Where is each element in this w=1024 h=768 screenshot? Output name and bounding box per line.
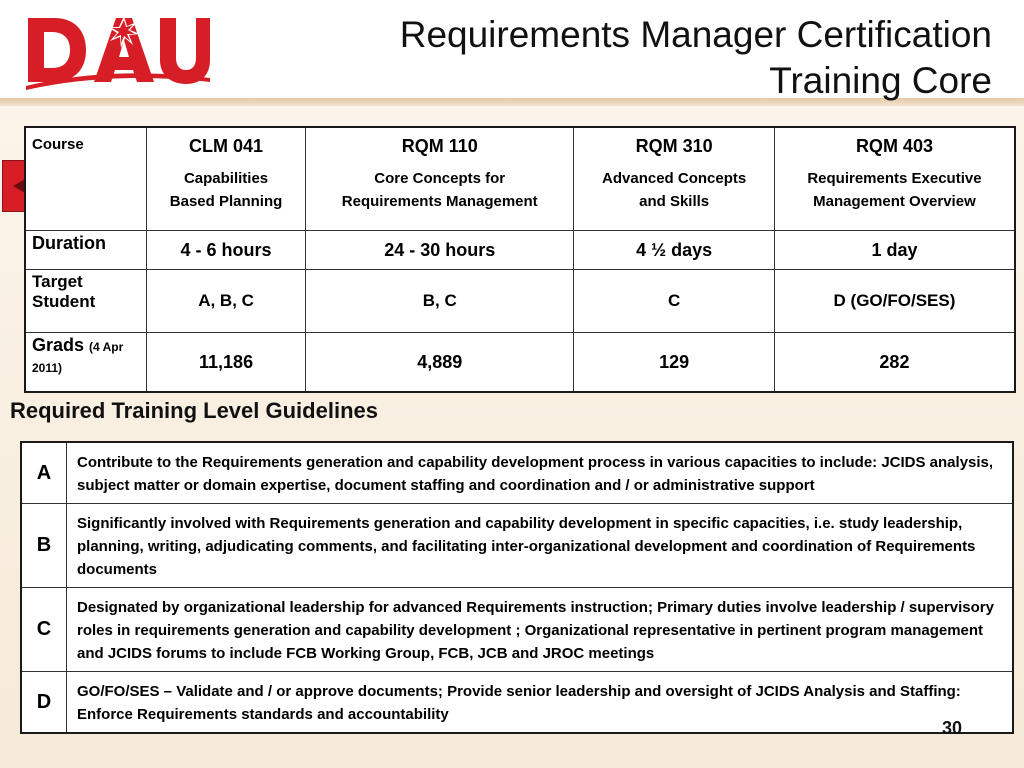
level-description: Significantly involved with Requirements generation and capability development in specific capacities, i.e. study leadership, planning, writing, adjudicating comments, and facilitating inter-organizational development and coordination of Requirements documents — [67, 504, 1014, 588]
course-desc-line-1: Advanced Concepts — [602, 170, 747, 187]
table-row-duration — [25, 231, 1015, 270]
level-description: Contribute to the Requirements generation and capability development process in various capacities to include: JCIDS analysis, subject matter or domain expertise, document staffing and coordination and / or administrative support — [67, 442, 1014, 504]
row-header-duration: Duration — [25, 231, 147, 270]
target-cell: C — [574, 270, 775, 333]
table-row-grads — [25, 333, 1015, 393]
course-code: RQM 403 — [855, 136, 933, 156]
level-label: A — [21, 442, 67, 504]
level-label: D — [21, 672, 67, 734]
grads-date-note: (4 Apr 2011) — [32, 340, 124, 375]
grads-cell: 11,186 — [147, 333, 306, 393]
course-desc-line-2: Requirements Management — [341, 193, 538, 210]
duration-cell: 24 - 30 hours — [306, 231, 574, 270]
page-number: 30 — [941, 718, 962, 738]
course-desc-line-2: and Skills — [639, 193, 710, 210]
level-description: Designated by organizational leadership for advanced Requirements instruction; Primary duties involve leadership / supervisory roles in requirements generation and capability development ; Organizational representative in pertinent program management and JCIDS forums to include FCB Working Group, FCB, JCB and JROC meetings — [67, 588, 1014, 672]
level-row-a — [21, 442, 1013, 504]
slide-title — [332, 12, 992, 104]
duration-cell: 1 day — [774, 231, 1015, 270]
dau-logo — [24, 12, 210, 90]
course-desc-line-1: Core Concepts for — [374, 170, 506, 187]
guidelines-table — [20, 441, 1014, 734]
duration-cell: 4 - 6 hours — [147, 231, 306, 270]
level-row-b — [21, 504, 1013, 588]
course-desc-line-2: Based Planning — [169, 193, 283, 210]
course-cell — [574, 127, 775, 231]
course-code: RQM 310 — [635, 136, 713, 156]
row-header-target-student — [25, 270, 147, 333]
level-description: GO/FO/SES – Validate and / or approve documents; Provide senior leadership and oversight of JCIDS Analysis and Staffing: Enforce Requirements standards and accountability — [67, 672, 1014, 734]
row-header-course: Course — [25, 127, 147, 231]
course-code: CLM 041 — [189, 136, 264, 156]
target-cell: D (GO/FO/SES) — [774, 270, 1015, 333]
table-row-course — [25, 127, 1015, 231]
title-line-2: Training Core — [769, 60, 992, 101]
level-row-d — [21, 672, 1013, 734]
target-cell: B, C — [306, 270, 574, 333]
course-cell — [147, 127, 306, 231]
grads-cell: 129 — [574, 333, 775, 393]
target-label-line-1: Target — [32, 272, 83, 291]
level-row-c — [21, 588, 1013, 672]
target-cell: A, B, C — [147, 270, 306, 333]
guidelines-heading: Required Training Level Guidelines — [10, 398, 378, 423]
duration-cell: 4 ½ days — [574, 231, 775, 270]
row-header-grads — [25, 333, 147, 393]
course-table — [24, 126, 1016, 393]
course-desc-line-2: Management Overview — [813, 193, 976, 210]
course-code: RQM 110 — [401, 136, 478, 156]
course-cell — [774, 127, 1015, 231]
grads-cell: 4,889 — [306, 333, 574, 393]
table-row-target-student — [25, 270, 1015, 333]
grads-label: Grads — [32, 335, 85, 355]
course-desc-line-1: Capabilities — [183, 170, 269, 187]
course-desc-line-1: Requirements Executive — [807, 170, 982, 187]
level-label: C — [21, 588, 67, 672]
level-label: B — [21, 504, 67, 588]
grads-cell: 282 — [774, 333, 1015, 393]
target-label-line-2: Student — [32, 292, 96, 311]
course-cell — [306, 127, 574, 231]
title-line-1: Requirements Manager Certification — [399, 14, 992, 55]
